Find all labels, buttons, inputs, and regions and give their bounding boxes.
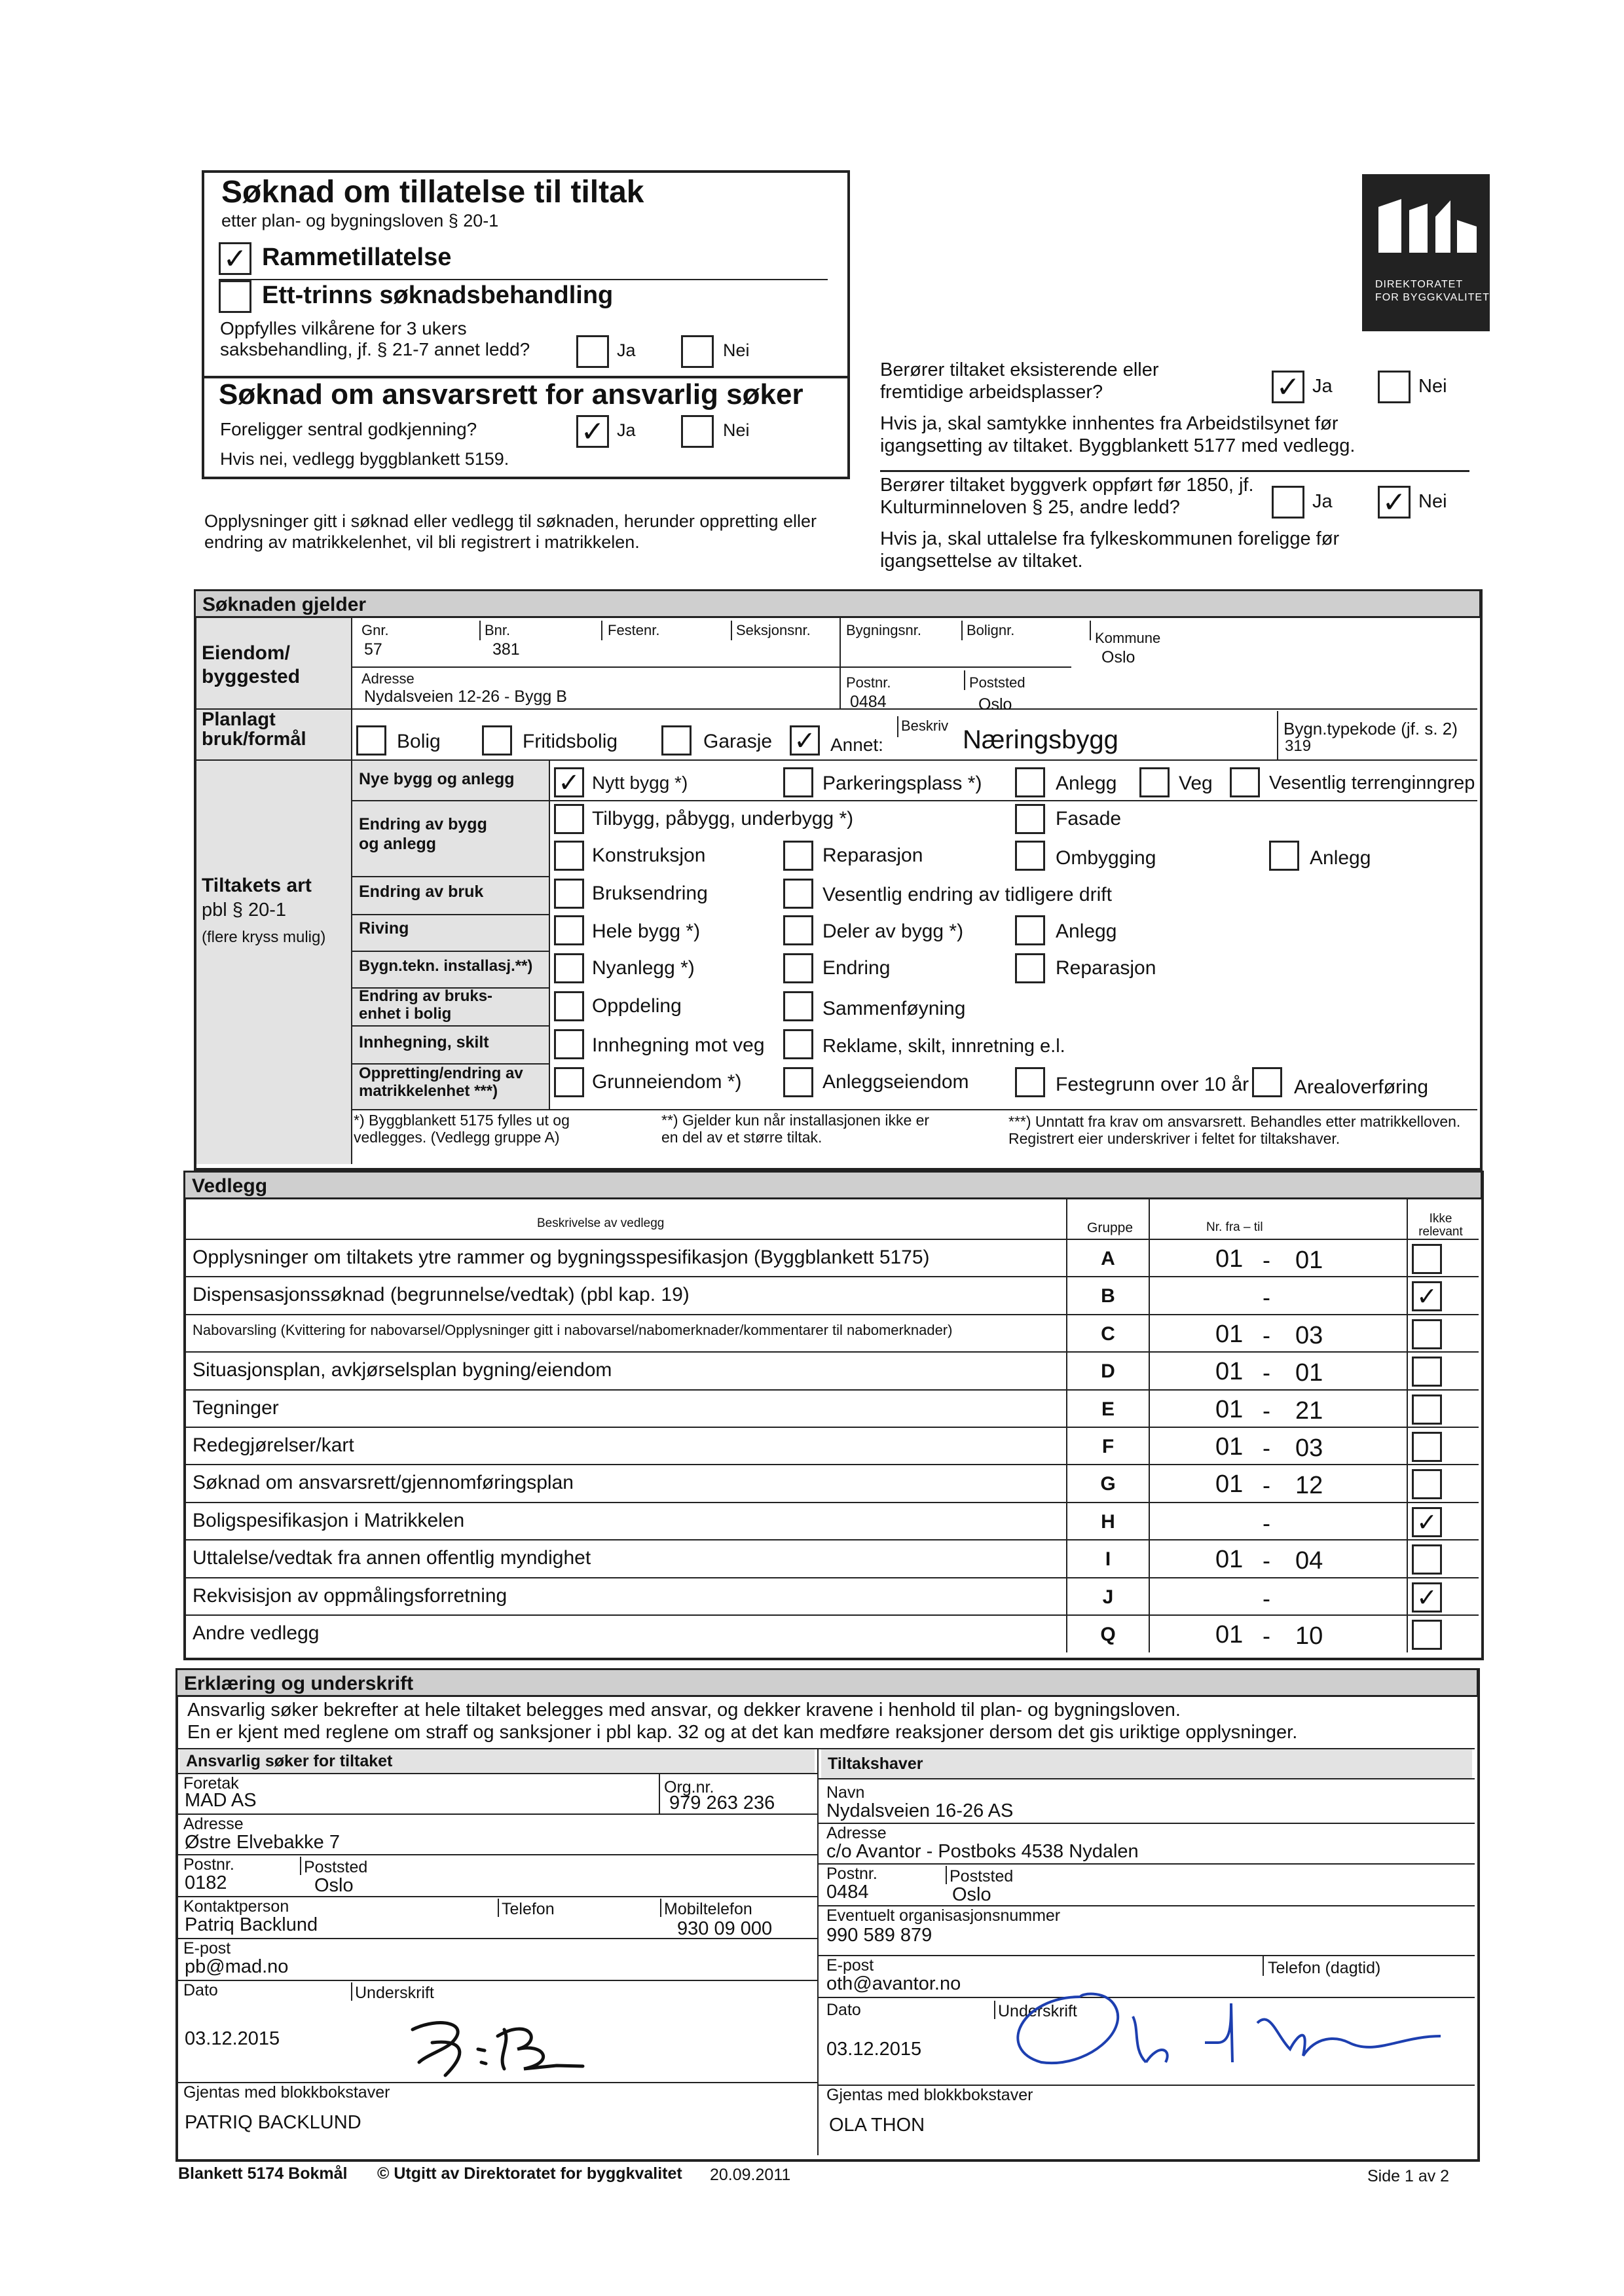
rammetillatelse-label: Rammetillatelse xyxy=(262,244,452,271)
vedlegg-desc: Situasjonsplan, avkjørselsplan bygning/eiendom xyxy=(193,1359,612,1381)
parkering-checkbox[interactable] xyxy=(783,767,813,797)
divider xyxy=(352,1109,1477,1110)
range-dash: - xyxy=(1263,1547,1270,1575)
festegrunn-checkbox[interactable] xyxy=(1015,1067,1045,1097)
range-dash: - xyxy=(1263,1284,1270,1311)
festenr-label: Festenr. xyxy=(608,622,660,638)
dato-value: 03.12.2015 xyxy=(185,2028,280,2049)
mobil-label: Mobiltelefon xyxy=(664,1900,752,1918)
footnote-2: **) Gjelder kun når installasjonen ikke er en del av et større tiltak. xyxy=(661,1112,930,1146)
logo-text-1: DIREKTORATET xyxy=(1375,279,1464,290)
divider xyxy=(840,618,841,708)
divider xyxy=(479,621,481,640)
tiltak-pbl: pbl § 20-1 xyxy=(202,900,286,920)
th-underskrift-label: Underskrift xyxy=(998,2002,1077,2020)
divider xyxy=(817,1863,1475,1865)
foretak-label: Foretak xyxy=(183,1774,239,1793)
vedlegg-desc: Uttalelse/vedtak fra annen offentlig myndighet xyxy=(193,1547,591,1569)
grunneiendom-label: Grunneiendom *) xyxy=(592,1071,742,1093)
range-dash: - xyxy=(1263,1622,1270,1649)
divider xyxy=(1090,621,1091,640)
vedlegg-to: 04 xyxy=(1295,1547,1323,1575)
tiltak-label: Tiltakets art xyxy=(202,875,312,896)
right-divider xyxy=(880,470,1469,472)
orgnr-value: 979 263 236 xyxy=(669,1793,775,1813)
ikke-relevant-checkbox[interactable] xyxy=(1412,1432,1442,1462)
anlegg2-checkbox[interactable] xyxy=(1269,841,1299,871)
range-dash: - xyxy=(1263,1472,1270,1499)
vedlegg-group: F xyxy=(1101,1436,1115,1457)
typekode-label: Bygn.typekode (jf. s. 2) xyxy=(1283,719,1458,738)
tiltak-note: (flere kryss mulig) xyxy=(202,928,326,946)
anlegg-label: Anlegg xyxy=(1056,773,1117,794)
typekode-value: 319 xyxy=(1285,737,1312,755)
th-dato-value: 03.12.2015 xyxy=(826,2039,922,2060)
vedlegg-to: 01 xyxy=(1295,1359,1323,1387)
vilkar-question: Oppfylles vilkårene for 3 ukers saksbehandling, jf. § 21-7 annet ledd? xyxy=(220,318,530,359)
ikke-relevant-checkbox[interactable] xyxy=(1412,1394,1442,1425)
vedlegg-to: 03 xyxy=(1295,1321,1323,1349)
telefon-label: Telefon xyxy=(502,1900,555,1918)
th-epost-value: oth@avantor.no xyxy=(826,1973,961,1994)
kulturminne-note: Hvis ja, skal uttalelse fra fylkeskommunen foreligge før igangsettelse av tiltaket. xyxy=(880,528,1340,572)
adresse-label: Adresse xyxy=(183,1815,244,1833)
sentral-ja-label: Ja xyxy=(617,420,636,440)
matrikkel-note: Opplysninger gitt i søknad eller vedlegg til søknaden, herunder oppretting eller endring av matrikkelenhet, vil bli registrert i matrikkelen. xyxy=(204,511,817,552)
rammetillatelse-checkbox[interactable]: ✓ xyxy=(219,242,251,275)
kulturminne-nei-label: Nei xyxy=(1418,491,1447,512)
vedlegg-desc: Rekvisisjon av oppmålingsforretning xyxy=(193,1584,507,1607)
th-org-label: Eventuelt organisasjonsnummer xyxy=(826,1906,1061,1925)
arbeidsplasser-note: Hvis ja, skal samtykke innhentes fra Arbeidstilsynet før igangsetting av tiltaket. Byggblankett 5177 med vedlegg. xyxy=(880,413,1356,456)
divider xyxy=(817,1823,1475,1824)
annet-label: Annet: xyxy=(830,735,883,755)
form-title: Søknad om tillatelse til tiltak xyxy=(221,175,644,210)
divider xyxy=(352,951,549,952)
bolignr-label: Bolignr. xyxy=(967,622,1015,638)
bygningsnr-label: Bygningsnr. xyxy=(846,622,921,638)
signature-tiltakshaver-icon xyxy=(982,1971,1454,2075)
vedlegg-to: 10 xyxy=(1295,1622,1323,1650)
divider xyxy=(601,621,602,640)
innhegning-mot-veg-checkbox[interactable] xyxy=(554,1029,584,1059)
sentral-nei-label: Nei xyxy=(723,420,750,440)
tilbygg-label: Tilbygg, påbygg, underbygg *) xyxy=(592,808,854,829)
sentral-nei-checkbox[interactable] xyxy=(681,415,714,448)
signature-applicant-icon xyxy=(399,2003,596,2082)
divider xyxy=(961,621,963,640)
arbeidsplasser-nei-checkbox[interactable] xyxy=(1378,371,1411,403)
table-row xyxy=(186,1614,1479,1652)
vedlegg-desc: Andre vedlegg xyxy=(193,1622,320,1644)
divider xyxy=(659,1773,660,1813)
reparasjon-checkbox[interactable] xyxy=(783,841,813,871)
ikke-relevant-checkbox[interactable]: ✓ xyxy=(1412,1582,1442,1613)
divider xyxy=(897,716,898,737)
direktoratet-logo xyxy=(1362,174,1490,331)
vedlegg-desc: Boligspesifikasjon i Matrikkelen xyxy=(193,1509,465,1531)
ikke-relevant-checkbox[interactable] xyxy=(1412,1544,1442,1575)
bnr-value: 381 xyxy=(492,640,520,659)
ansvar-title: Søknad om ansvarsrett for ansvarlig søker xyxy=(219,378,803,410)
vedlegg-desc: Dispensasjonssøknad (begrunnelse/vedtak) (pbl kap. 19) xyxy=(193,1284,690,1306)
beskriv-label: Beskriv xyxy=(901,718,949,734)
eiendom-label: Eiendom/ byggested xyxy=(202,642,301,687)
ett-trinn-checkbox[interactable] xyxy=(219,280,251,313)
vedlegg-from: 01 xyxy=(1215,1546,1244,1574)
divider xyxy=(178,1854,817,1855)
th-title: Tiltakshaver xyxy=(821,1749,1472,1778)
kontakt-value: Patriq Backlund xyxy=(185,1914,318,1935)
divider xyxy=(817,1749,819,2155)
row-divider xyxy=(186,1276,1479,1277)
arbeidsplasser-question: Berører tiltaket eksisterende eller fremtidige arbeidsplasser? xyxy=(880,359,1159,403)
mobil-value: 930 09 000 xyxy=(677,1918,773,1939)
row-divider xyxy=(186,1577,1479,1578)
anlegg3-label: Anlegg xyxy=(1056,920,1117,942)
row-nye-label: Nye bygg og anlegg xyxy=(359,770,515,788)
postnr-label: Postnr. xyxy=(183,1855,234,1874)
sok-title: Ansvarlig søker for tiltaket xyxy=(179,1749,815,1773)
erklaring-text-2: En er kjent med reglene om straff og sanksjoner i pbl kap. 32 og at det kan medføre reaksjoner dersom det gis uriktige opplysninger. xyxy=(187,1722,1298,1743)
vedlegg-to: 01 xyxy=(1295,1247,1323,1274)
row-divider xyxy=(186,1351,1479,1353)
row-divider xyxy=(186,1502,1479,1503)
innhegning-mot-veg-label: Innhegning mot veg xyxy=(592,1034,765,1056)
poststed-label: Poststed xyxy=(304,1858,368,1876)
vedlegg-desc: Tegninger xyxy=(193,1396,279,1419)
fasade-checkbox[interactable] xyxy=(1015,804,1045,834)
orgnr-label: Org.nr. xyxy=(664,1778,714,1796)
footnote-1: *) Byggblankett 5175 fylles ut og vedlegges. (Vedlegg gruppe A) xyxy=(354,1112,570,1146)
anleggseiendom-label: Anleggseiendom xyxy=(822,1071,969,1093)
fasade-label: Fasade xyxy=(1056,808,1122,829)
anlegg3-checkbox[interactable] xyxy=(1015,915,1045,945)
gjentas-value: PATRIQ BACKLUND xyxy=(185,2112,361,2133)
annet-checkbox[interactable]: ✓ xyxy=(790,725,820,756)
divider xyxy=(352,876,549,877)
adresse-value: Østre Elvebakke 7 xyxy=(185,1832,340,1853)
table-row xyxy=(186,1389,1479,1427)
anlegg-checkbox[interactable] xyxy=(1015,767,1045,797)
vedlegg-group: C xyxy=(1101,1322,1115,1345)
range-dash: - xyxy=(1263,1247,1270,1273)
vilkar-ja-checkbox[interactable] xyxy=(576,335,609,368)
row-divider xyxy=(186,1464,1479,1465)
fritidsbolig-label: Fritidsbolig xyxy=(523,731,618,752)
logo-mark-icon xyxy=(1362,181,1490,272)
arealoverforing-checkbox[interactable] xyxy=(1252,1067,1282,1097)
sammenfoyning-label: Sammenføyning xyxy=(822,998,966,1019)
vedlegg-desc: Redegjørelser/kart xyxy=(193,1434,354,1456)
postnr-label: Postnr. xyxy=(846,674,891,691)
endring-label: Endring xyxy=(822,957,891,979)
vedlegg-desc: Opplysninger om tiltakets ytre rammer og bygningsspesifikasjon (Byggblankett 5175) xyxy=(193,1247,930,1268)
range-dash: - xyxy=(1263,1509,1270,1537)
planlagt-label: Planlagt bruk/formål xyxy=(202,709,306,750)
ikke-relevant-checkbox[interactable]: ✓ xyxy=(1412,1281,1442,1311)
vedlegg-from: 01 xyxy=(1215,1245,1244,1273)
th-navn-label: Navn xyxy=(826,1783,865,1802)
vedlegg-from: 01 xyxy=(1215,1395,1244,1423)
th-adresse-value: c/o Avantor - Postboks 4538 Nydalen xyxy=(826,1841,1139,1862)
row-divider xyxy=(186,1614,1479,1616)
col-desc-header: Beskrivelse av vedlegg xyxy=(537,1216,665,1230)
vedlegg-to: 12 xyxy=(1295,1472,1323,1500)
epost-label: E-post xyxy=(183,1939,231,1958)
vedlegg-desc: Nabovarsling (Kvittering for nabovarsel/Opplysninger gitt i nabovarsel/nabomerknader/kommentarer til nabomerknader) xyxy=(193,1321,953,1338)
oppdeling-label: Oppdeling xyxy=(592,995,682,1017)
footer-page: Side 1 av 2 xyxy=(1367,2167,1450,2185)
col-group-header: Gruppe xyxy=(1087,1220,1134,1235)
table-row xyxy=(186,1427,1479,1464)
nytt-bygg-checkbox[interactable]: ✓ xyxy=(554,767,584,797)
vedlegg-header: Vedlegg xyxy=(183,1171,1483,1199)
footer-date: 20.09.2011 xyxy=(710,2166,791,2184)
row-divider xyxy=(186,1539,1479,1540)
konstruksjon-checkbox[interactable] xyxy=(554,841,584,871)
vedlegg-from: 01 xyxy=(1215,1320,1244,1348)
col-nr-header: Nr. fra – til xyxy=(1206,1220,1263,1234)
poststed-value: Oslo xyxy=(978,695,1012,714)
vedlegg-to: 21 xyxy=(1295,1396,1323,1425)
divider xyxy=(352,1025,549,1027)
sammenfoyning-checkbox[interactable] xyxy=(783,991,813,1021)
th-gjentas-value: OLA THON xyxy=(829,2115,925,2136)
gjentas-label: Gjentas med blokkbokstaver xyxy=(183,2083,390,2102)
vedlegg-from: 01 xyxy=(1215,1470,1244,1499)
vilkar-nei-label: Nei xyxy=(723,340,750,360)
nytt-bygg-label: Nytt bygg *) xyxy=(592,773,688,793)
ikke-relevant-checkbox[interactable] xyxy=(1412,1319,1442,1349)
row-bygntekn-label: Bygn.tekn. installasj.**) xyxy=(359,957,533,975)
vedlegg-group: I xyxy=(1105,1548,1111,1571)
vedlegg-group: D xyxy=(1101,1360,1115,1383)
divider xyxy=(946,1866,947,1884)
nyanlegg-checkbox[interactable] xyxy=(554,953,584,983)
divider xyxy=(731,621,732,640)
divider xyxy=(219,279,828,280)
vesentlig-endring-label: Vesentlig endring av tidligere drift xyxy=(822,884,1112,905)
range-dash: - xyxy=(1263,1321,1270,1349)
tilbygg-checkbox[interactable] xyxy=(554,804,584,834)
reparasjon-label: Reparasjon xyxy=(822,845,923,866)
seksjonsnr-label: Seksjonsnr. xyxy=(736,622,811,638)
adresse-label: Adresse xyxy=(361,670,415,687)
th-postnr-value: 0484 xyxy=(826,1882,869,1903)
kulturminne-question: Berører tiltaket byggverk oppført før 1850, jf. Kulturminneloven § 25, andre ledd? xyxy=(880,475,1254,518)
veg-label: Veg xyxy=(1179,773,1213,794)
divider xyxy=(817,1778,1475,1779)
beskriv-value: Næringsbygg xyxy=(963,725,1118,754)
konstruksjon-label: Konstruksjon xyxy=(592,845,706,866)
th-gjentas-label: Gjentas med blokkbokstaver xyxy=(826,2086,1033,2104)
poststed-value: Oslo xyxy=(314,1875,354,1896)
poststed-label: Poststed xyxy=(969,674,1025,691)
divider xyxy=(178,1773,817,1774)
bruksendring-label: Bruksendring xyxy=(592,883,708,904)
sentral-ja-checkbox[interactable]: ✓ xyxy=(576,415,609,448)
arealoverforing-label: Arealoverføring xyxy=(1294,1076,1429,1098)
vedlegg-from: 01 xyxy=(1215,1358,1244,1386)
kulturminne-nei-checkbox[interactable]: ✓ xyxy=(1378,486,1411,519)
vedlegg-group: H xyxy=(1101,1510,1115,1533)
th-adresse-label: Adresse xyxy=(826,1824,887,1842)
bruksendring-checkbox[interactable] xyxy=(554,879,584,909)
th-dato-label: Dato xyxy=(826,2001,861,2019)
vedlegg-from: 01 xyxy=(1215,1621,1244,1649)
hele-bygg-checkbox[interactable] xyxy=(554,915,584,945)
th-telefon-label: Telefon (dagtid) xyxy=(1268,1959,1381,1977)
logo-text-2: FOR BYGGKVALITET xyxy=(1375,292,1490,303)
divider xyxy=(549,761,550,1109)
ikke-relevant-checkbox[interactable] xyxy=(1412,1244,1442,1274)
th-navn-value: Nydalsveien 16-26 AS xyxy=(826,1800,1014,1821)
underskrift-label: Underskrift xyxy=(355,1984,434,2002)
bolig-checkbox[interactable] xyxy=(356,725,386,756)
foretak-value: MAD AS xyxy=(185,1790,257,1811)
th-org-value: 990 589 879 xyxy=(826,1925,932,1946)
vilkar-nei-checkbox[interactable] xyxy=(681,335,714,368)
soknaden-header: Søknaden gjelder xyxy=(194,589,1481,618)
parkering-label: Parkeringsplass *) xyxy=(822,773,982,794)
deler-bygg-label: Deler av bygg *) xyxy=(822,920,964,942)
vedlegg-group: J xyxy=(1102,1586,1114,1608)
sentral-question: Foreligger sentral godkjenning? xyxy=(220,419,477,439)
ikke-relevant-checkbox[interactable] xyxy=(1412,1357,1442,1387)
deler-bygg-checkbox[interactable] xyxy=(783,915,813,945)
vedlegg-group: G xyxy=(1100,1473,1116,1495)
arbeidsplasser-ja-label: Ja xyxy=(1312,376,1333,397)
arbeidsplasser-ja-checkbox[interactable]: ✓ xyxy=(1272,371,1304,403)
kontakt-label: Kontaktperson xyxy=(183,1897,289,1916)
divider xyxy=(351,666,1071,668)
ett-trinn-label: Ett-trinns søknadsbehandling xyxy=(262,282,614,309)
footnote-3: ***) Unntatt fra krav om ansvarsrett. Behandles etter matrikkelloven. Registrert eier underskriver i feltet for tiltakshaver. xyxy=(1008,1113,1461,1147)
grunneiendom-checkbox[interactable] xyxy=(554,1067,584,1097)
vedlegg-col-headers xyxy=(186,1199,1480,1239)
vedlegg-group: B xyxy=(1101,1285,1115,1307)
row-endring-bruksenhet-label: Endring av bruks-enhet i bolig xyxy=(359,987,493,1023)
vedlegg-group: Q xyxy=(1100,1624,1116,1645)
divider xyxy=(352,800,1477,801)
erklaring-text-1: Ansvarlig søker bekrefter at hele tiltaket belegges med ansvar, og dekker kravene i henhold til plan- og bygningsloven. xyxy=(187,1700,1181,1721)
th-epost-label: E-post xyxy=(826,1956,874,1975)
row-divider xyxy=(186,1427,1479,1428)
range-dash: - xyxy=(1263,1584,1270,1612)
terreng-label: Vesentlig terrenginngrep xyxy=(1269,773,1475,793)
row-innhegning-label: Innhegning, skilt xyxy=(359,1033,489,1051)
reklame-checkbox[interactable] xyxy=(783,1029,813,1059)
postnr-value: 0484 xyxy=(850,693,887,711)
row-divider xyxy=(186,1314,1479,1315)
kommune-value: Oslo xyxy=(1101,648,1135,666)
nyanlegg-label: Nyanlegg *) xyxy=(592,957,695,979)
divider xyxy=(660,1899,661,1917)
divider xyxy=(196,708,1477,710)
erklaring-header: Erklæring og underskrift xyxy=(175,1668,1479,1697)
divider xyxy=(178,1980,817,1981)
divider xyxy=(498,1899,499,1917)
row-oppretting-label: Oppretting/endring av matrikkelenhet ***) xyxy=(359,1065,523,1100)
row-riving-label: Riving xyxy=(359,919,409,938)
vesentlig-endring-checkbox[interactable] xyxy=(783,879,813,909)
sentral-note: Hvis nei, vedlegg byggblankett 5159. xyxy=(220,449,509,469)
vedlegg-from: 01 xyxy=(1215,1433,1244,1461)
epost-value: pb@mad.no xyxy=(185,1956,289,1977)
ikke-relevant-checkbox[interactable] xyxy=(1412,1620,1442,1650)
col-ikke-header: Ikke relevant xyxy=(1418,1212,1463,1239)
garasje-checkbox[interactable] xyxy=(661,725,692,756)
divider xyxy=(352,914,549,915)
dato-label: Dato xyxy=(183,1981,218,1999)
postnr-value: 0182 xyxy=(185,1872,227,1893)
footer-form-id: Blankett 5174 Bokmål xyxy=(178,2164,348,2183)
kommune-label: Kommune xyxy=(1095,630,1161,646)
reparasjon2-label: Reparasjon xyxy=(1056,957,1156,979)
festegrunn-label: Festegrunn over 10 år xyxy=(1056,1074,1249,1095)
garasje-label: Garasje xyxy=(703,731,773,752)
ombygging-label: Ombygging xyxy=(1056,847,1156,869)
oppdeling-checkbox[interactable] xyxy=(554,991,584,1021)
th-postnr-label: Postnr. xyxy=(826,1865,877,1883)
anlegg2-label: Anlegg xyxy=(1310,847,1371,869)
range-dash: - xyxy=(1263,1396,1270,1424)
vedlegg-to: 03 xyxy=(1295,1434,1323,1462)
bnr-label: Bnr. xyxy=(485,622,511,638)
hele-bygg-label: Hele bygg *) xyxy=(592,920,701,942)
adresse-value: Nydalsveien 12-26 - Bygg B xyxy=(364,687,567,706)
divider xyxy=(351,1982,352,2001)
divider xyxy=(817,1955,1475,1956)
veg-checkbox[interactable] xyxy=(1139,767,1170,797)
row-endring-bygg-label: Endring av bygg og anlegg xyxy=(359,815,487,853)
vedlegg-group: A xyxy=(1101,1248,1115,1269)
row-endring-bruk-label: Endring av bruk xyxy=(359,883,484,901)
vilkar-ja-label: Ja xyxy=(617,340,636,360)
range-dash: - xyxy=(1263,1434,1270,1461)
gnr-value: 57 xyxy=(364,640,382,659)
divider xyxy=(300,1857,301,1875)
form-subtitle: etter plan- og bygningsloven § 20-1 xyxy=(221,211,499,230)
anleggseiendom-checkbox[interactable] xyxy=(783,1067,813,1097)
terreng-checkbox[interactable] xyxy=(1230,767,1260,797)
divider xyxy=(1277,711,1278,759)
ikke-relevant-checkbox[interactable]: ✓ xyxy=(1412,1507,1442,1537)
th-poststed-label: Poststed xyxy=(950,1867,1014,1886)
bolig-label: Bolig xyxy=(397,731,441,752)
th-poststed-value: Oslo xyxy=(952,1884,991,1905)
reklame-label: Reklame, skilt, innretning e.l. xyxy=(822,1036,1065,1057)
range-dash: - xyxy=(1263,1359,1270,1387)
endring-checkbox[interactable] xyxy=(783,953,813,983)
footer-publisher: © Utgitt av Direktoratet for byggkvalitet xyxy=(377,2164,682,2183)
arbeidsplasser-nei-label: Nei xyxy=(1418,376,1447,397)
gnr-label: Gnr. xyxy=(361,622,389,638)
vedlegg-desc: Søknad om ansvarsrett/gjennomføringsplan xyxy=(193,1472,574,1494)
reparasjon2-checkbox[interactable] xyxy=(1015,953,1045,983)
kulturminne-ja-checkbox[interactable] xyxy=(1272,486,1304,519)
ikke-relevant-checkbox[interactable] xyxy=(1412,1469,1442,1499)
vedlegg-group: E xyxy=(1101,1398,1115,1420)
fritidsbolig-checkbox[interactable] xyxy=(482,725,512,756)
divider xyxy=(964,670,965,690)
kulturminne-ja-label: Ja xyxy=(1312,491,1333,512)
ombygging-checkbox[interactable] xyxy=(1015,841,1045,871)
row-divider xyxy=(186,1389,1479,1391)
